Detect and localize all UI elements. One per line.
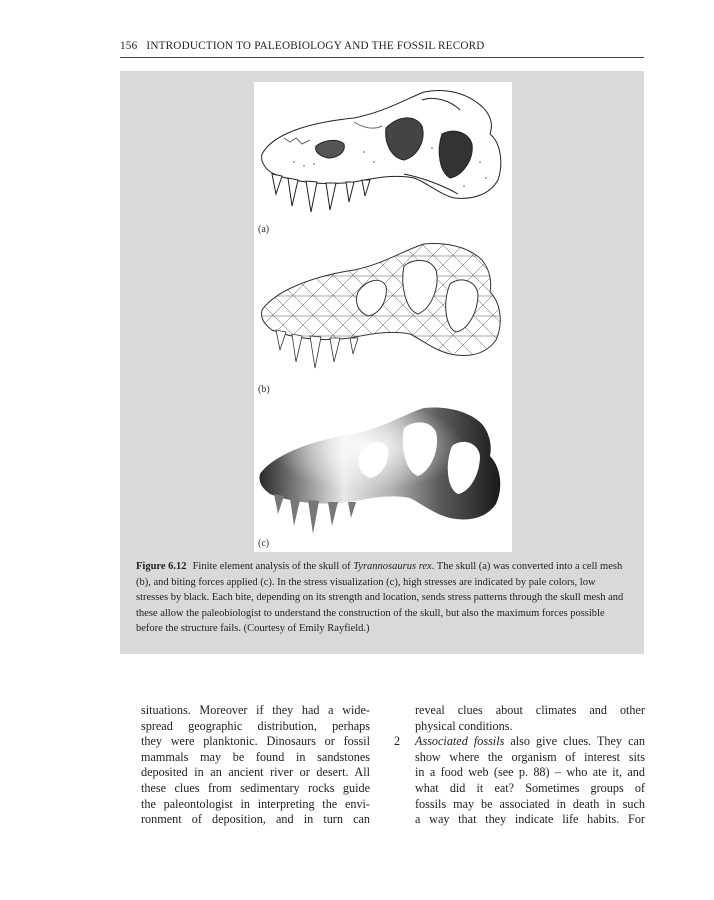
text-line: a way that they indicate life habits. For [415,812,645,827]
text-line: fossils may be associated in death in such [415,796,645,811]
running-title: INTRODUCTION TO PALEOBIOLOGY AND THE FOSSIL RECORD [146,40,485,52]
panel-label-b: (b) [258,384,270,395]
text-line: they were planktonic. Dinosaurs or fossil [141,734,370,749]
skull-drawing-icon [254,82,512,222]
caption-species: Tyrannosaurus rex [353,561,432,572]
text-line: mammals may be found in sandstones [141,749,370,764]
body-left-column [141,703,370,828]
text-line: what did it eat? Sometimes groups of [415,780,645,795]
list-item-number: 2 [394,734,401,749]
text-line: spread geographic distribution, perhaps [141,718,370,733]
term-associated-fossils: Associated fossils [415,734,505,749]
header-rule [120,57,644,58]
text-fragment: also give clues. They can [504,734,645,749]
panel-label-c: (c) [258,538,270,549]
list-item [394,734,645,828]
text-line: the paleontologist in interpreting the envi- [141,796,370,811]
text-line: situations. Moreover if they had a wide- [141,703,370,717]
body-right-column [394,703,645,828]
text-line: show where the organism of interest sits [415,749,645,764]
skull-mesh-icon [254,236,512,376]
panel-label-a: (a) [258,224,270,235]
text-line: physical conditions. [415,718,513,733]
text-line [394,734,645,750]
figure-box [120,71,644,654]
text-line: ronment of deposition, and in turn can [141,812,370,827]
figure-number: Figure 6.12 [136,561,187,572]
stress-visualization-icon [254,396,512,541]
running-header [120,40,644,52]
figure-panel [254,82,512,552]
text-line: in a food web (see p. 88) – who ate it, and [415,765,645,780]
text-line: reveal clues about climates and other [415,703,645,717]
text-line: these clues from sedimentary rocks guide [141,780,370,795]
figure-caption [136,559,630,637]
page-number: 156 [120,40,138,52]
caption-text-2: . The skull (a) was converted into a cell mesh (b), and biting forces applied (c). In the stress visualization (c), high stresses are indicated by pale colors, low stresses by black. Each bite, depending on its strength and location, sends stress patterns through the skull mesh and these allow the paleobiologist to understand the construction of the skull, but also the maximum forces possible before the structure fails. (Courtesy of Emily Rayfield.) [136,561,624,635]
caption-text-1: Finite element analysis of the skull of [192,561,354,572]
text-line: deposited in an ancient river or desert. All [141,765,370,780]
